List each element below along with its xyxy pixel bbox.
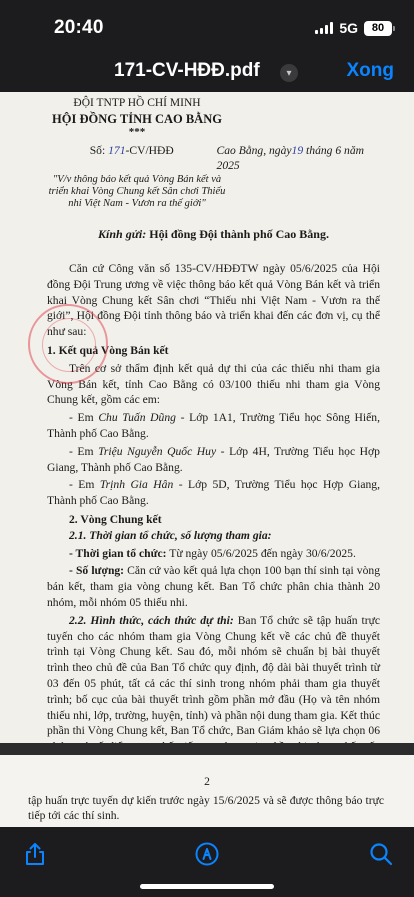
org-name: ĐỘI TNTP HỒ CHÍ MINH [73, 97, 201, 109]
student-item: - Em Trịnh Gia Hân - Lớp 5D, Trường Tiểu học Hợp Giang, Thành phố Cao Bằng. [47, 478, 380, 508]
battery-icon: 80 [364, 21, 392, 36]
red-seal-stamp [28, 304, 108, 384]
home-indicator[interactable] [140, 884, 274, 889]
done-button[interactable]: Xong [346, 60, 394, 81]
search-icon[interactable] [366, 839, 396, 869]
pdf-page-2[interactable] [0, 755, 414, 827]
date-prefix: Cao Bằng, ngày [216, 143, 292, 157]
page-2-text: tập huấn trực tuyến dự kiến trước ngày 15/6/2025 và sẽ được thông báo trực tiếp tới các thí sinh. [28, 794, 384, 822]
intro-paragraph: Căn cứ Công văn số 135-CV/HĐĐTW ngày 05/6/2025 của Hội đồng Đội Trung ương về việc thông báo kết quả Vòng Bán kết và triển khai Vòng Chung kết Sân chơi “Thiếu nhi Việt Nam - Vươn ra thế giới”, Hội đồng Đội tỉnh thông báo và triển khai đến các đơn vị, cụ thể như sau: [47, 261, 380, 339]
markup-icon[interactable] [192, 839, 222, 869]
page-gap [0, 743, 414, 755]
addressee-label: Kính gửi: [98, 227, 147, 242]
ref-prefix: Số: [89, 143, 106, 157]
addressee [47, 227, 380, 243]
section-1-title: 1. Kết quả Vòng Bán kết [47, 343, 169, 357]
student-item: - Em Chu Tuấn Dũng - Lớp 1A1, Trường Tiểu học Sông Hiến, Thành phố Cao Bằng. [47, 411, 380, 440]
network-type: 5G [339, 20, 358, 36]
document-title[interactable]: 171-CV-HĐĐ.pdf [114, 60, 260, 81]
subject-line: "V/v thông báo kết quả Vòng Bán kết và triển khai Vòng Chung kết Sân chơi Thiếu nhi Việt Nam - Vươn ra thế giới" [48, 174, 226, 210]
bottom-toolbar [0, 827, 414, 897]
status-time: 20:40 [54, 17, 104, 38]
student-item: - Em Triệu Nguyễn Quốc Huy - Lớp 4H, Trường Tiểu học Hợp Giang, Thành phố Cao Bằng. [47, 444, 380, 474]
nav-bar [0, 56, 414, 90]
section-1-text: Trên cơ sở thẩm định kết quả dự thi của các thiếu nhi tham gia Vòng Bán kết, tỉnh Cao Bằng có 03/100 thiếu nhi tham gia Vòng Chung kết, gồm các em: [47, 361, 380, 407]
date-suffix: tháng 6 năm 2025 [216, 143, 365, 173]
section-2-2-paragraph: 2.2. Hình thức, cách thức dự thi: Ban Tổ chức sẽ tập huấn trực tuyến cho các nhóm tham gia Vòng Chung kết về các chủ đề thuyết trình tại Vòng Chung kết. Sau đó, mỗi nhóm sẽ chuẩn bị bài thuyết trình theo chủ đề của Ban Tổ chức quy định, độ dài bài thuyết trình từ 03 đến 05 phút, tất cả các thí sinh trong nhóm phải tham gia thuyết trình; bố cục của bài thuyết trình gồm phần mở đầu (Họ và tên nhóm thiếu nhi, lớp, trường, huyện, tỉnh) và phần nội dung tham gia. Kết thúc phần thi Vòng Chung kết, Ban Tổ chức, Ban Giám khảo sẽ lựa chọn 06 [47, 613, 381, 738]
page-number: 2 [204, 775, 210, 788]
chevron-down-icon[interactable]: ▾ [280, 64, 298, 82]
stars-divider: *** [128, 125, 146, 138]
document-number [47, 143, 217, 175]
date-handwritten: 19 [291, 143, 304, 157]
time-line: - Thời gian tổ chức: Từ ngày 05/6/2025 đến ngày 30/6/2025. [69, 546, 356, 560]
quantity-line: - Số lượng: Căn cứ vào kết quả lựa chọn 100 bạn thí sinh tại vòng bán kết, tham gia vòng chung kết. Ban Tổ chức phân chia thành 20 nhóm, mỗi nhóm 05 thiếu nhi. [47, 564, 380, 609]
status-indicators [315, 20, 392, 36]
pdf-page-1[interactable] [0, 92, 414, 743]
addressee-name: Hội đồng Đội thành phố Cao Bằng. [149, 227, 329, 242]
status-bar [0, 0, 414, 56]
document-date [217, 143, 380, 175]
letterhead [47, 96, 227, 137]
reference-line [47, 143, 380, 175]
ref-handwritten: 171 [108, 143, 126, 157]
cellular-signal-icon [315, 22, 333, 34]
section-2-1-title: 2.1. Thời gian tổ chức, số lượng tham gia: [69, 528, 272, 542]
share-icon[interactable] [20, 839, 50, 869]
council-name: HỘI ĐỒNG TỈNH CAO BẰNG [52, 111, 222, 126]
ref-suffix: -CV/HĐĐ [125, 143, 174, 157]
section-2-title: 2. Vòng Chung kết [69, 512, 162, 526]
